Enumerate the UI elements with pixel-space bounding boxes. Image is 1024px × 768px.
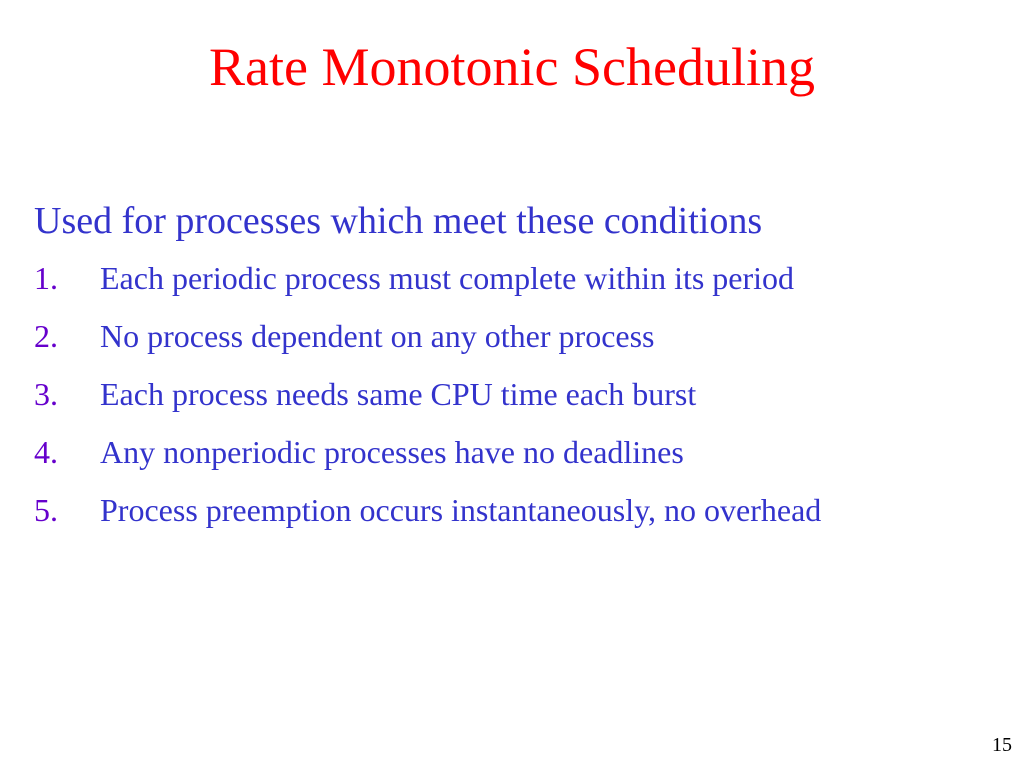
conditions-list [34, 258, 994, 548]
list-item-text: Each process needs same CPU time each burst [100, 376, 697, 412]
list-item [34, 316, 994, 356]
list-item [34, 374, 994, 414]
list-item-number: 3. [34, 376, 58, 412]
list-item-text: Any nonperiodic processes have no deadlines [100, 434, 684, 470]
list-item-number: 4. [34, 434, 58, 470]
list-item-number: 2. [34, 318, 58, 354]
list-item-number: 1. [34, 260, 58, 296]
list-item [34, 258, 994, 298]
list-item-text: Each periodic process must complete within its period [100, 260, 795, 296]
list-item [34, 490, 994, 530]
list-item [34, 432, 994, 472]
slide-title: Rate Monotonic Scheduling [209, 37, 815, 97]
slide-intro: Used for processes which meet these conditions [34, 200, 763, 242]
list-item-text: Process preemption occurs instantaneously, no overhead [100, 492, 822, 528]
list-item-number: 5. [34, 492, 58, 528]
page-number: 15 [992, 734, 1012, 756]
list-item-text: No process dependent on any other process [100, 318, 655, 354]
